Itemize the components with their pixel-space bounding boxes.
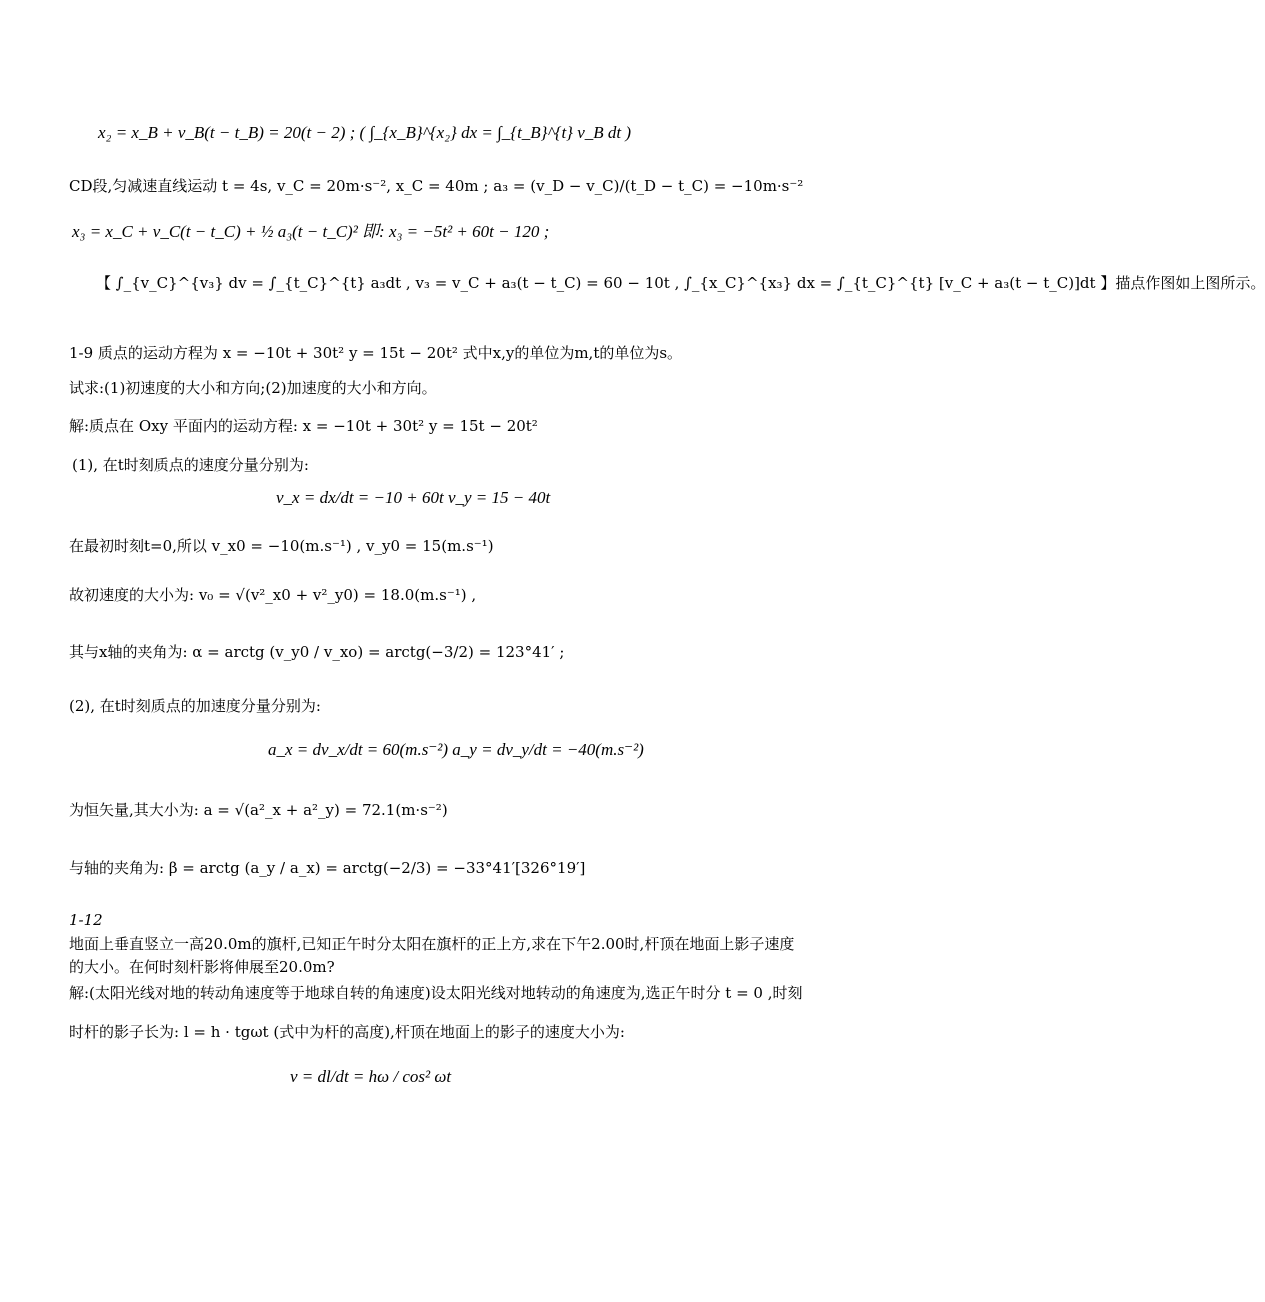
problem-1-12-id: 1-12: [69, 911, 103, 929]
text-integral-note: 【 ∫_{v_C}^{v₃} dv = ∫_{t_C}^{t} a₃dt , v₃ = v_C + a₃(t − t_C) = 60 − 10t , ∫_{x_C}^{x₃} dx = ∫_{t_C}^{t} [v_C + a₃(t − t_C)]dt 】描点作图如上图所示。: [96, 274, 1265, 292]
eq-shadow-speed: v = dl/dt = hω / cos² ωt: [290, 1067, 452, 1086]
problem-1-12-statement-line1: 地面上垂直竖立一高20.0m的旗杆,已知正午时分太阳在旗杆的正上方,求在下午2.00时,杆顶在地面上影子速度: [69, 935, 795, 953]
problem-1-12-statement-line2: 的大小。在何时刻杆影将伸展至20.0m?: [69, 958, 335, 976]
step-1-heading: (1), 在t时刻质点的速度分量分别为:: [72, 456, 309, 474]
eq-acceleration-components: a_x = dv_x/dt = 60(m.s⁻²) a_y = dv_y/dt = −40(m.s⁻²): [268, 740, 644, 759]
text-initial-velocity-components: 在最初时刻t=0,所以 v_x0 = −10(m.s⁻¹) , v_y0 = 15(m.s⁻¹): [69, 537, 494, 555]
text-acceleration-magnitude: 为恒矢量,其大小为: a = √(a²_x + a²_y) = 72.1(m·s⁻²): [69, 801, 448, 819]
problem-1-12-solution-line1: 解:(太阳光线对地的转动角速度等于地球自转的角速度)设太阳光线对地转动的角速度为,选正午时分 t = 0 ,时刻: [69, 984, 803, 1002]
problem-1-9-statement: 1-9 质点的运动方程为 x = −10t + 30t² y = 15t − 20t² 式中x,y的单位为m,t的单位为s。: [69, 344, 683, 362]
eq-velocity-components: v_x = dx/dt = −10 + 60t v_y = 15 − 40t: [276, 488, 551, 507]
text-initial-speed: 故初速度的大小为: v₀ = √(v²_x0 + v²_y0) = 18.0(m.s⁻¹) ,: [69, 586, 477, 604]
eq-x3: x₃ = x_C + v_C(t − t_C) + ½ a₃(t − t_C)² 即: x₃ = −5t² + 60t − 120 ;: [72, 222, 550, 241]
eq-x2: x₂ = x_B + v_B(t − t_B) = 20(t − 2) ; ( ∫_{x_B}^{x₂} dx = ∫_{t_B}^{t} v_B dt ): [98, 123, 632, 142]
step-2-heading: (2), 在t时刻质点的加速度分量分别为:: [69, 697, 321, 715]
text-cd-segment: CD段,匀减速直线运动 t = 4s, v_C = 20m·s⁻², x_C = 40m ; a₃ = (v_D − v_C)/(t_D − t_C) = −10m·s⁻²: [69, 177, 804, 195]
solution-motion-equation: 解:质点在 Oxy 平面内的运动方程: x = −10t + 30t² y = 15t − 20t²: [69, 417, 538, 435]
problem-1-12-solution-line2: 时杆的影子长为: l = h · tgωt (式中为杆的高度),杆顶在地面上的影子的速度大小为:: [69, 1023, 625, 1041]
text-acceleration-angle: 与轴的夹角为: β = arctg (a_y / a_x) = arctg(−2/3) = −33°41′[326°19′]: [69, 859, 586, 877]
text-velocity-angle: 其与x轴的夹角为: α = arctg (v_y0 / v_xo) = arctg(−3/2) = 123°41′ ;: [69, 643, 565, 661]
problem-1-9-question: 试求:(1)初速度的大小和方向;(2)加速度的大小和方向。: [69, 379, 437, 397]
